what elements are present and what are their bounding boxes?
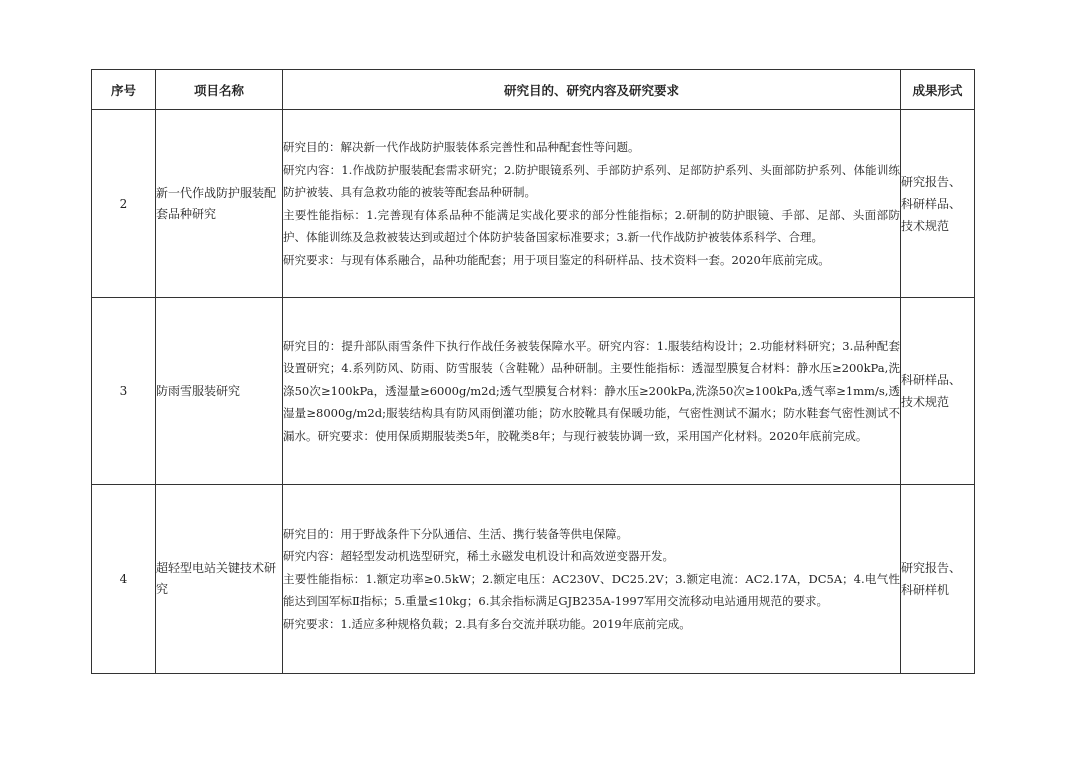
row-num: 3 xyxy=(92,298,156,485)
content-paragraph: 研究内容：1.作战防护服装配套需求研究；2.防护眼镜系列、手部防护系列、足部防护系列、头面部防护系列、体能训练防护被装、具有急救功能的被装等配套品种研制。 xyxy=(283,162,900,199)
project-name: 超轻型电站关键技术研究 xyxy=(156,485,283,674)
content-paragraph: 主要性能指标：1.完善现有体系品种不能满足实战化要求的部分性能指标；2.研制的防护眼镜、手部、足部、头面部防护、体能训练及急救被装达到或超过个体防护装备国家标准要求；3.新一代作战防护被装体系科学、合理。 xyxy=(283,207,900,244)
content-paragraph: 主要性能指标：1.额定功率≥0.5kW；2.额定电压：AC230V、DC25.2V；3.额定电流：AC2.17A，DC5A；4.电气性能达到国军标Ⅱ指标；5.重量≤10kg；6.其余指标满足GJB235A-1997军用交流移动电站通用规范的要求。 xyxy=(283,571,900,609)
project-content xyxy=(283,298,901,485)
content-paragraph: 研究目的：解决新一代作战防护服装体系完善性和品种配套性等问题。 xyxy=(283,140,640,154)
row-num: 2 xyxy=(92,110,156,298)
table-header-row xyxy=(92,70,975,110)
row-num: 4 xyxy=(92,485,156,674)
project-name: 防雨雪服装研究 xyxy=(156,298,283,485)
result-item: 研究报告、 xyxy=(901,561,962,575)
header-content: 研究目的、研究内容及研究要求 xyxy=(283,70,901,110)
result-item: 科研样品、 xyxy=(901,373,962,387)
result-item: 科研样品、 xyxy=(901,196,962,211)
result-form xyxy=(901,110,975,298)
project-name: 新一代作战防护服装配套品种研究 xyxy=(156,110,283,298)
header-name: 项目名称 xyxy=(156,70,283,110)
result-item: 技术规范 xyxy=(901,395,950,409)
project-content xyxy=(283,485,901,674)
content-paragraph: 研究内容：超轻型发动机选型研究，稀土永磁发电机设计和高效逆变器开发。 xyxy=(283,549,674,564)
content-paragraph: 研究目的：用于野战条件下分队通信、生活、携行装备等供电保障。 xyxy=(283,526,628,541)
result-item: 技术规范 xyxy=(901,218,950,233)
result-form xyxy=(901,298,975,485)
content-paragraph: 研究目的：提升部队雨雪条件下执行作战任务被装保障水平。研究内容：1.服装结构设计；2.功能材料研究；3.品种配套设置研究；4.系列防风、防雨、防雪服装（含鞋靴）品种研制。主要性能指标：透湿型膜复合材料：静水压≥200kPa,洗涤50次≥100kPa，透湿量≥6000g/m2d;透气型膜复合材料：静水压≥200kPa,洗涤50次≥100kPa,透气率≥1mm/s,透湿量≥8000g/m2d;服装结构具有防风雨倒灌功能；防水胶靴具有保暖功能，气密性测试不漏水；防水鞋套气密性测试不漏水。研究要求：使用保质期服装类5年，胶靴类8年；与现行被装协调一致，采用国产化材料。2020年底前完成。 xyxy=(283,338,900,443)
table-row xyxy=(92,485,975,674)
content-paragraph: 研究要求：与现有体系融合，品种功能配套；用于项目鉴定的科研样品、技术资料一套。2020年底前完成。 xyxy=(283,252,830,267)
result-item: 研究报告、 xyxy=(901,174,962,189)
result-form xyxy=(901,485,975,674)
table-row xyxy=(92,110,975,298)
result-item: 科研样机 xyxy=(901,583,950,597)
table-row xyxy=(92,298,975,485)
header-num: 序号 xyxy=(92,70,156,110)
project-table xyxy=(91,69,975,674)
project-content xyxy=(283,110,901,298)
header-result: 成果形式 xyxy=(901,70,975,110)
content-paragraph: 研究要求：1.适应多种规格负载；2.具有多台交流并联功能。2019年底前完成。 xyxy=(283,616,691,631)
